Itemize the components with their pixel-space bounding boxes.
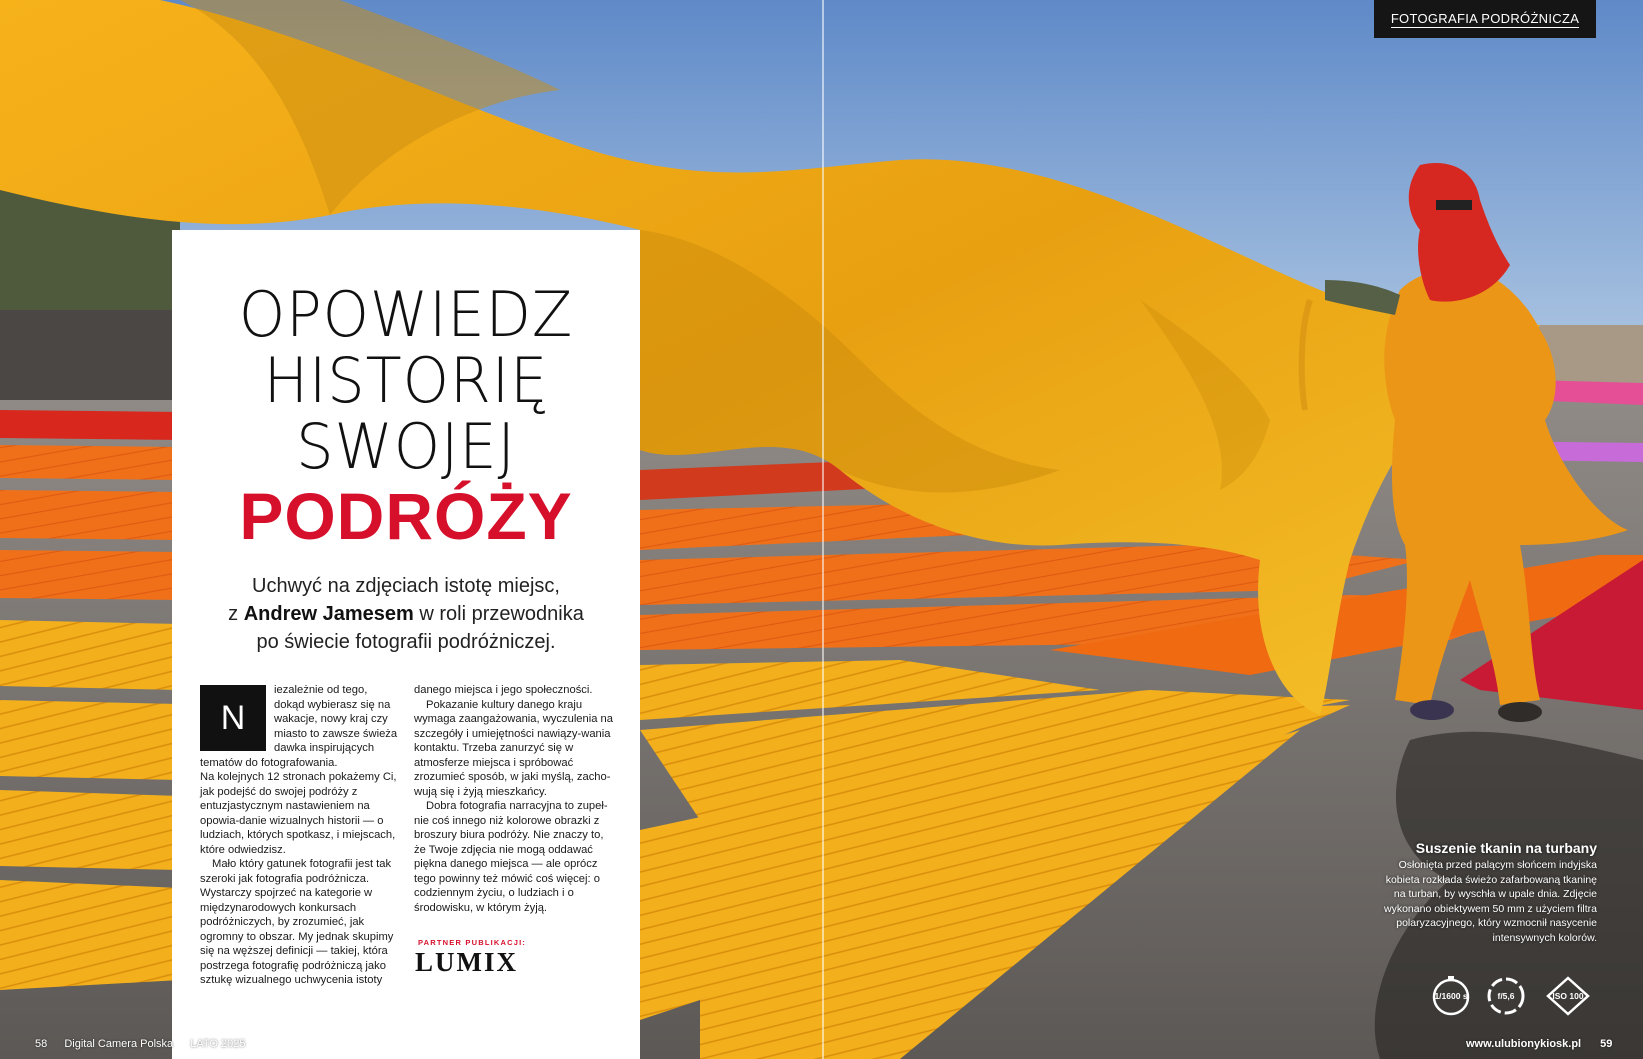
headline-line-2: HISTORIĘ — [263, 344, 549, 417]
body-paragraph: Pokazanie kultury danego kraju wymaga zaangażowania, wyczulenia na szczegóły i umiejętności nawiązy-wania kontaktu. Trzeba zanurzyć się w atmosferze miejsca i spróbować zrozumieć sposób, w jaki myślą, zacho-wują się i żyją mieszkańcy. — [414, 698, 614, 798]
photo-caption — [1380, 840, 1597, 945]
page-number-right: 59 — [1600, 1038, 1613, 1050]
body-column-2 — [414, 683, 614, 915]
headline — [172, 278, 640, 553]
issue-label: LATO 2025 — [190, 1038, 246, 1050]
footer-left — [35, 1038, 259, 1050]
author-name: Andrew Jamesem — [243, 603, 414, 625]
standfirst — [182, 572, 630, 656]
website-link[interactable]: www.ulubionykiosk.pl — [1466, 1038, 1582, 1050]
standfirst-part-1: Uchwyć na zdjęciach istotę miejsc, — [252, 575, 560, 597]
body-paragraph: danego miejsca i jego społeczności. — [414, 684, 593, 696]
aperture-icon — [1486, 976, 1526, 1016]
body-column-1 — [200, 683, 400, 988]
standfirst-part-3: w roli przewodnika — [413, 603, 584, 625]
page-number-left: 58 — [35, 1038, 48, 1050]
article-card — [172, 230, 640, 1059]
drop-cap: N — [200, 685, 266, 751]
body-paragraph: Dobra fotografia narracyjna to zupeł-nie coś innego niż kolorowe obrazki z broszury biura podróży. Nie znaczy to, że Twoje zdjęcia nie mogą oddawać piękna danego miejsca — ale oprócz tego powinny też mówić coś więcej: o codziennym życiu, o ludziach i o środowisku, w którym żyją. — [414, 800, 608, 914]
headline-line-3: SWOJEJ — [296, 410, 516, 483]
shutter-speed-icon — [1431, 976, 1471, 1016]
iso-icon — [1546, 976, 1590, 1016]
partner-label: PARTNER PUBLIKACJI: — [418, 938, 527, 947]
magazine-name: Digital Camera Polska — [64, 1038, 174, 1050]
body-paragraph: Na kolejnych 12 stronach pokażemy Ci, jak podejść do swojej podróży z entuzjastycznym nastawieniem na opowia-danie wizualnych historii — o ludziach, których spotkasz, i miejscach, które odwiedzisz. — [200, 771, 397, 856]
section-tag — [1374, 0, 1596, 38]
headline-line-1: OPOWIEDZ — [238, 278, 574, 351]
aperture-value: f/5,6 — [1497, 991, 1515, 1001]
partner-logo: LUMIX — [415, 947, 518, 977]
body-paragraph: iezależnie od tego, dokąd wybierasz się na wakacje, nowy kraj czy miasto to zawsze świeża dawka inspirujących tematów do fotografowania. — [200, 684, 398, 769]
page-gutter — [822, 0, 824, 1059]
footer-right — [1466, 1038, 1612, 1050]
section-tag-label: FOTOGRAFIA PODRÓŻNICZA — [1390, 10, 1580, 26]
headline-accent: PODRÓŻY — [239, 479, 573, 553]
standfirst-part-4: po świecie fotografii podróżniczej. — [256, 631, 556, 653]
iso-value: ISO 100 — [1552, 991, 1584, 1001]
caption-text: Osłonięta przed palącym słońcem indyjska kobieta rozkłada świeżo zafarbowaną tkaninę na turban, by wyschła w upale dnia. Zdjęcie wykonano obiektywem 50 mm z użyciem filtra polaryzacyjnego, który wzmocnił nasycenie intensywnych kolorów. — [1384, 859, 1597, 944]
standfirst-part-2: z — [228, 603, 244, 625]
caption-title: Suszenie tkanin na turbany — [1415, 840, 1597, 856]
shutter-speed-value: 1/1600 s — [1434, 991, 1468, 1001]
body-paragraph: Mało który gatunek fotografii jest tak szeroki jak fotografia podróżnicza. Wystarczy spojrzeć na kategorie w międzynarodowych konkursach podróżniczych, by zrozumieć, jak ogromny to obszar. My jednak skupimy się na węższej definicji — takiej, która postrzega fotografię podróżniczą jako sztukę wizualnego uchwycenia istoty — [200, 858, 394, 986]
